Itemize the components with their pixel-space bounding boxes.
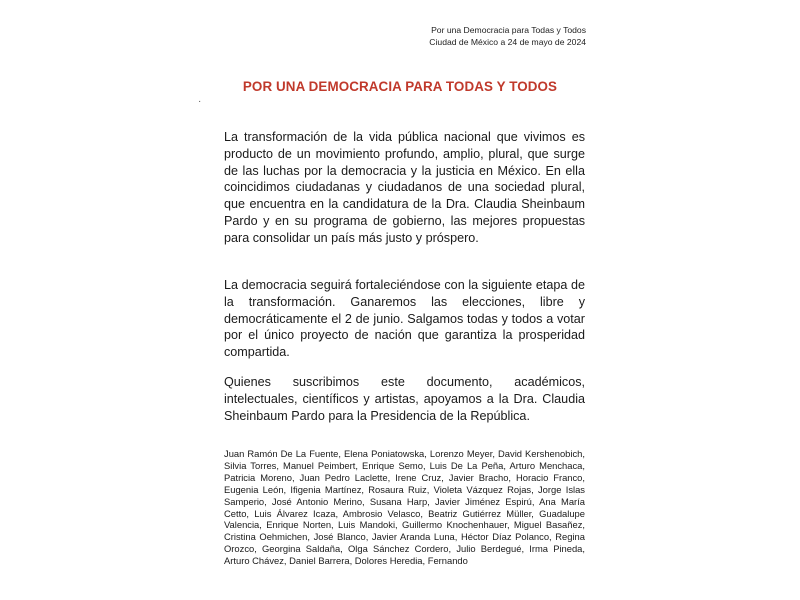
- paragraph-3: Quienes suscribimos este documento, académicos, intelectuales, científicos y artistas, apoyamos a la Dra. Claudia Sheinbaum Pardo para la Presidencia de la República.: [224, 375, 585, 423]
- header-place-date: Ciudad de México a 24 de mayo de 2024: [429, 37, 586, 47]
- document-header: [429, 24, 586, 48]
- document-title: POR UNA DEMOCRACIA PARA TODAS Y TODOS: [242, 79, 558, 94]
- stray-mark: ·: [198, 96, 202, 107]
- signatories-list: Juan Ramón De La Fuente, Elena Poniatowska, Lorenzo Meyer, David Kershenobich, Silvia Torres, Manuel Peimbert, Enrique Semo, Luis De La Peña, Arturo Menchaca, Patricia Moreno, Juan Pedro Laclette, Irene Cruz, Javier Bracho, Horacio Franco, Eugenia León, Ifigenia Martínez, Rosaura Ruiz, Violeta Vázquez Rojas, Jorge Islas Samperio, José Antonio Merino, Susana Harp, Javier Jiménez Espirú, Ana María Cetto, Luis Álvarez Icaza, Ambrosio Velasco, Beatriz Gutiérrez Müller, Guadalupe Valencia, Enrique Norten, Luis Mandoki, Guillermo Knochenhauer, Miguel Basañez, Cristina Oehmichen, José Blanco, Javier Aranda Luna, Héctor Díaz Polanco, Regina Orozco, Georgina Saldaña, Olga Sánchez Cordero, Julio Berdegué, Irma Pineda, Arturo Chávez, Daniel Barrera, Dolores Heredia, Fernando: [224, 448, 585, 567]
- paragraph-2: La democracia seguirá fortaleciéndose con la siguiente etapa de la transformación. Ganaremos las elecciones, libre y democráticamente el 2 de junio. Salgamos todas y todos a votar por el único proyecto de nación que garantiza la prosperidad compartida.: [224, 278, 585, 360]
- header-subject: Por una Democracia para Todas y Todos: [431, 25, 586, 35]
- paragraph-1: La transformación de la vida pública nacional que vivimos es producto de un movimiento profundo, amplio, plural, que surge de las luchas por la democracia y la justicia en México. En ella coincidimos ciudadanas y ciudadanos de una sociedad plural, que encuentra en la candidatura de la Dra. Claudia Sheinbaum Pardo y en su programa de gobierno, las mejores propuestas para consolidar un país más justo y próspero.: [224, 130, 585, 245]
